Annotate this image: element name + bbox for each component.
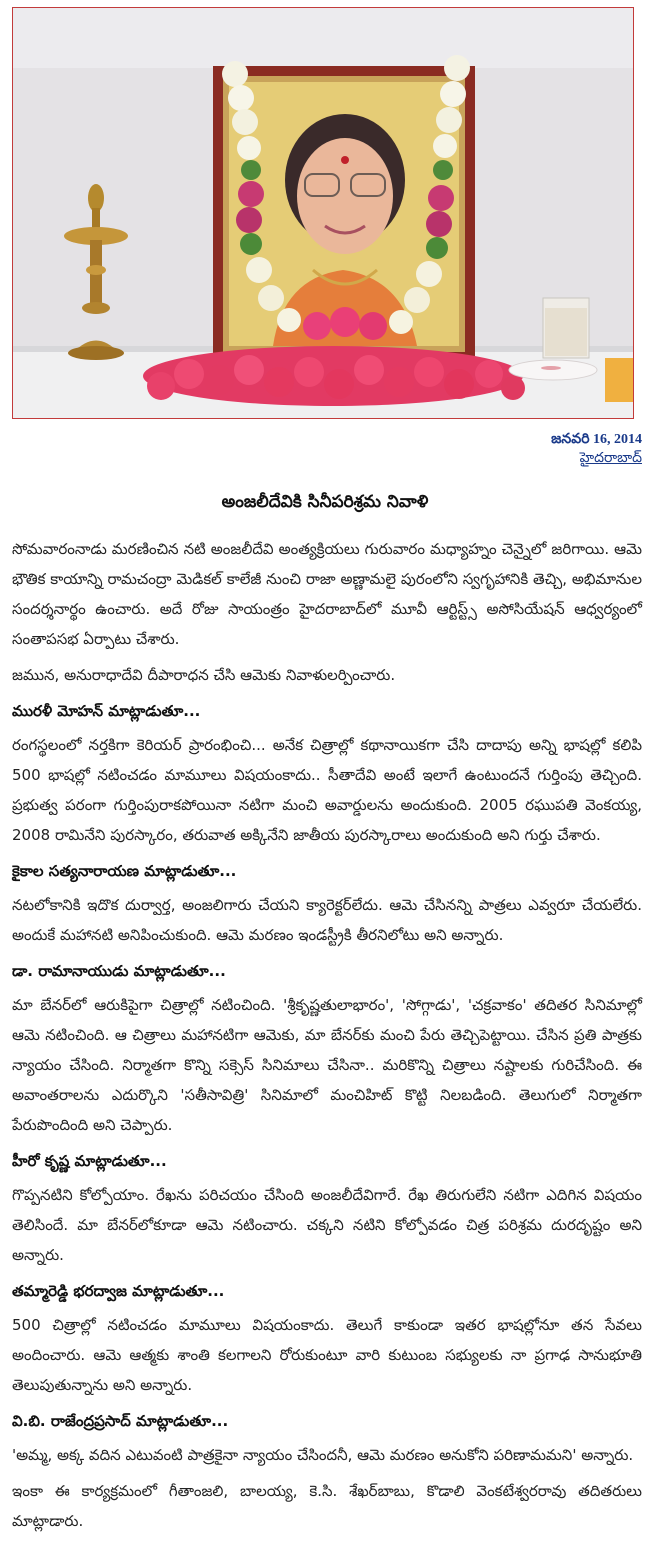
article-paragraph: 'అమ్మ, అక్క వదిన ఎటువంటి పాత్రకైనా న్యాయం చేసిందనీ, ఆమె మరణం అనుకోని పరిణామమని' అన్నారు. <box>12 1446 634 1464</box>
article-location-link[interactable]: హైదరాబాద్ <box>579 451 642 466</box>
speaker-heading: కైకాల సత్యనారాయణ మాట్లాడుతూ... <box>12 862 237 880</box>
article-paragraph: 500 చిత్రాల్లో నటించడం మామూలు విషయంకాదు. తెలుగే కాకుండా ఇతర భాషల్లోనూ తన సేవలు అందించారు. ఆమె ఆత్మకు శాంతి కలగాలని రోరుకుంటూ వారి కుటుంబ సభ్యులకు నా ప్రగాఢ సానుభూతి తెలుపుతున్నాను అని అన్నారు. <box>12 1316 642 1394</box>
article-paragraph: ఇంకా ఈ కార్యక్రమంలో గీతాంజలి, బాలయ్య, కె.సి. శేఖర్‌బాబు, కొడాలి వెంకటేశ్వరరావు తదితరులు మాట్లాడారు. <box>12 1482 642 1530</box>
book <box>605 358 633 402</box>
speaker-heading: మురళీ మోహన్ మాట్లాడుతూ... <box>12 702 201 720</box>
flower-bed <box>143 346 525 406</box>
article-paragraph: రంగస్థలంలో నర్తకిగా కెరియర్ ప్రారంభించి... అనేక చిత్రాల్లో కథానాయికగా చేసి దాదాపు అన్ని భాషల్లో కలిపి 500 భాషల్లో నటించడం మామూలు విషయంకాదు.. సీతాదేవి అంటే ఇలాగే ఉంటుందనే గుర్తింపు తెచ్చింది. ప్రభుత్వ పరంగా గుర్తింపురాకపోయినా నటిగా మంచి అవార్డులను అందుకుంది. 2005 రఘుపతి వెంకయ్య, 2008 రామినేని పురస్కారం, తరువాత అక్కినేని జాతీయ పురస్కారాలు అందుకుంది అని గుర్తు చేశారు. <box>12 736 642 844</box>
article-headline: అంజలీదేవికి సినీపరిశ్రమ నివాళి <box>221 492 429 512</box>
speaker-heading: తమ్మారెడ్డి భరద్వాజ మాట్లాడుతూ... <box>12 1282 225 1300</box>
speaker-heading: వి.బి. రాజేంద్రప్రసాద్ మాట్లాడుతూ... <box>12 1412 229 1430</box>
speaker-heading: డా. రామానాయుడు మాట్లాడుతూ... <box>12 962 226 980</box>
article-paragraph: జమున, అనురాధాదేవి దీపారాధన చేసి ఆమెకు నివాళులర్పించారు. <box>12 666 396 684</box>
article-body <box>12 534 642 1542</box>
tribute-photo <box>12 7 634 419</box>
article-meta <box>551 430 642 468</box>
article-paragraph: గొప్పనటిని కోల్పోయాం. రేఖను పరిచయం చేసింది అంజలీదేవిగారే. రేఖ తిరుగులేని నటిగా ఎదిగిన విషయం తెలిసిందే. మా బేనర్‌లోకూడా ఆమె నటించారు. చక్కని నటిని కోల్పోవడం చిత్ర పరిశ్రమ దురదృష్టం అని అన్నారు. <box>12 1186 642 1264</box>
tribute-photo-illustration <box>13 8 633 418</box>
rice-glass <box>543 298 589 358</box>
speaker-heading: హీరో కృష్ణ మాట్లాడుతూ... <box>12 1152 167 1170</box>
plate <box>509 360 597 380</box>
article-paragraph: నటలోకానికి ఇదొక దుర్వార్త, అంజలిగారు చేయని క్యారెక్టర్‌లేదు. ఆమె చేసినన్ని పాత్రలు ఎవ్వరూ చేయలేరు. అందుకే మహానటి అనిపించుకుంది. ఆమె మరణం ఇండస్ట్రీకి తీరనిలోటు అని అన్నారు. <box>12 896 642 944</box>
article-date: జనవరి 16, 2014 <box>551 432 642 447</box>
article-paragraph: సోమవారంనాడు మరణించిన నటి అంజలీదేవి అంత్యక్రియలు గురువారం మధ్యాహ్నం చెన్నైలో జరిగాయి. ఆమె భౌతిక కాయాన్ని రామచంద్రా మెడికల్ కాలేజీ నుంచి రాజా అణ్ణామలై పురంలోని స్వగృహానికి తెచ్చి, అభిమానుల సందర్శనార్థం ఉంచారు. అదే రోజు సాయంత్రం హైదరాబాద్‌లో మూవీ ఆర్టిస్ట్స్ అసోసియేషన్ ఆధ్వర్యంలో సంతాపసభ ఏర్పాటు చేశారు. <box>12 540 642 648</box>
article-paragraph: మా బేనర్‌లో ఆరుకిపైగా చిత్రాల్లో నటించింది. 'శ్రీకృష్ణతులాభారం', 'సోగ్గాడు', 'చక్రవాకం' తదితర సినిమాల్లో ఆమె నటించింది. ఆ చిత్రాలు మహానటిగా ఆమెకు, మా బేనర్‌కు మంచి పేరు తెచ్చిపెట్టాయి. చేసిన ప్రతి పాత్రకు న్యాయం చేసింది. నిర్మాతగా కొన్ని సక్సెస్ సినిమాలు చేసినా.. మరికొన్ని చిత్రాలు నష్టాలకు గురిచేసింది. ఈ అవాంతరాలను ఎదుర్కొని 'సతీసావిత్రి' సినిమాలో మంచిహిట్ కొట్టి నిలబడింది. తెలుగులో నిర్మాతగా పేరుపొందింది అని చెప్పారు. <box>12 996 642 1134</box>
